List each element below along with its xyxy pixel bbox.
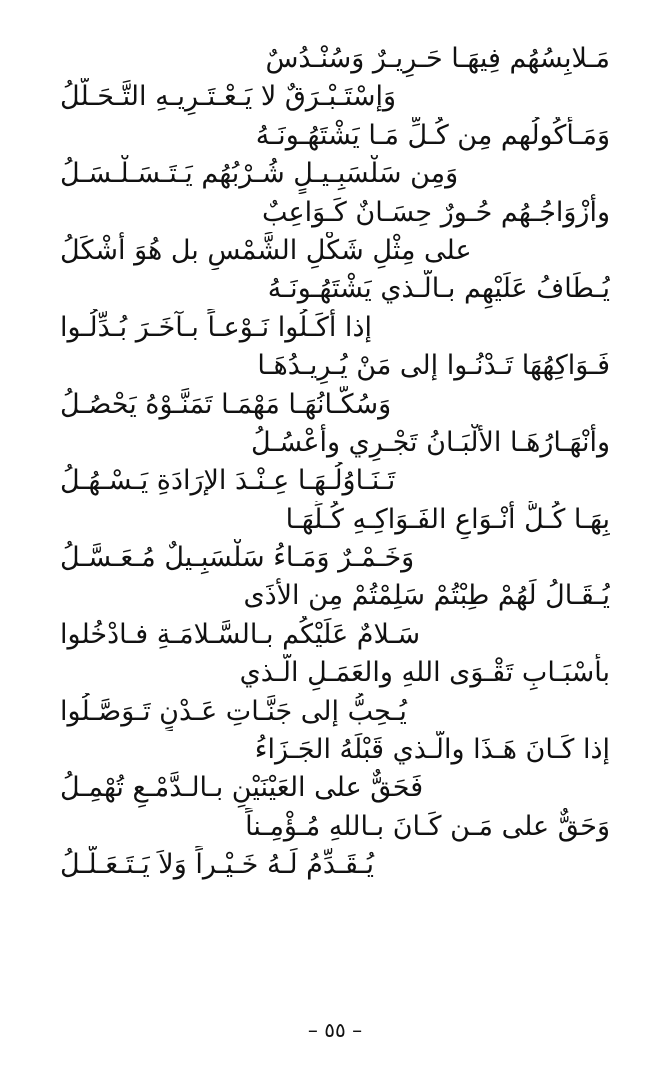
poem-body: [60, 40, 610, 885]
poem-line-16: سَـلامٌ عَلَيْكُم بـالسَّـلامَـةِ فـادْخُلوا: [60, 618, 421, 650]
poem-line-11: وأنْهَـارُهَـا الألْبَـانُ تَجْـرِي وأعْسُـلُ: [250, 426, 610, 458]
poem-line-10: وَسُكَّـانُهَـا مَهْمَـا تَمَنَّـوْهُ يَحْصُـلُ: [60, 388, 392, 420]
poem-line-5: وأزْوَاجُـهُم حُـورٌ حِسَـانٌ كَـوَاعِبٌ: [261, 196, 610, 228]
poem-line-7: يُـطَافُ عَلَيْهِم بـالَّـذي يَشْتَهُـونَـهُ: [267, 273, 610, 305]
poem-line-1: مَـلابِسُهُم فِيهَـا حَـرِيـرٌ وَسُنْـدُسٌ: [265, 43, 610, 74]
poem-line-9: فَـوَاكِهُهَا تَـدْنُـوا إلى مَنْ يُـرِيـدُهَـا: [257, 350, 610, 382]
poem-line-3: وَمَـأكُولُهم مِن كُـلِّ مَـا يَشْتَهُـونَـهُ: [255, 119, 610, 151]
poem-line-21: وَحَقٌّ على مَـن كَـانَ بـاللهِ مُـؤْمِـناً: [245, 810, 610, 842]
poem-line-13: بِهَـا كُـلُّ أنْـوَاعِ الفَـوَاكِـهِ كُـلِّهَـا: [285, 503, 610, 535]
poem-line-8: إذا أكَـلُوا نَـوْعـاً بـآخَـرَ بُـدِّلُـوا: [60, 311, 372, 343]
poem-line-12: تَـنَـاوُلُـهَـا عِـنْـدَ الإرَادَةِ يَـسْـهُـلُ: [60, 465, 396, 497]
poem-line-4: وَمِن سَلْسَبِـيـلٍ شُـرْبُهُم يَـتَـسَـلْـسَـلُ: [60, 158, 459, 190]
poem-line-14: وَخَـمْـرٌ وَمَـاءُ سَلْسَبِـيلٌ مُـعَـسَّـلُ: [60, 542, 415, 574]
poem-line-15: يُـقَـالُ لَهُمْ طِبْتُمْ سَلِمْتُمْ مِن الأذَى: [243, 580, 610, 612]
poem-line-17: بأسْبَـابِ تَقْـوَى اللهِ والعَمَـلِ الَّـذي: [239, 657, 610, 689]
poem-line-22: يُـقَـدِّمُ لَـهُ خَـيْـراً وَلاَ يَـتَـعَـلَّـلُ: [60, 849, 375, 881]
poem-line-18: يُـحِبُّ إلى جَنَّـاتِ عَـدْنٍ تَـوَصَّـلُوا: [60, 695, 407, 727]
page-number: – ٥٥ –: [307, 1018, 363, 1042]
poem-line-20: فَحَقٌّ على العَيْنَيْنِ بـالـدَّمْـعِ تُهْمِـلُ: [60, 772, 424, 804]
poem-line-19: إذا كَـانَ هَـذَا والَّـذي قَبْلَهُ الجَـزَاءُ: [254, 734, 610, 766]
poem-line-2: وَإسْتَـبْـرَقٌ لا يَـعْـتَـرِيـهِ التَّـحَـلُّلُ: [60, 81, 396, 113]
poem-line-6: على مِثْلِ شَكْلِ الشَّمْسِ بل هُوَ أشْكَلُ: [60, 234, 472, 266]
